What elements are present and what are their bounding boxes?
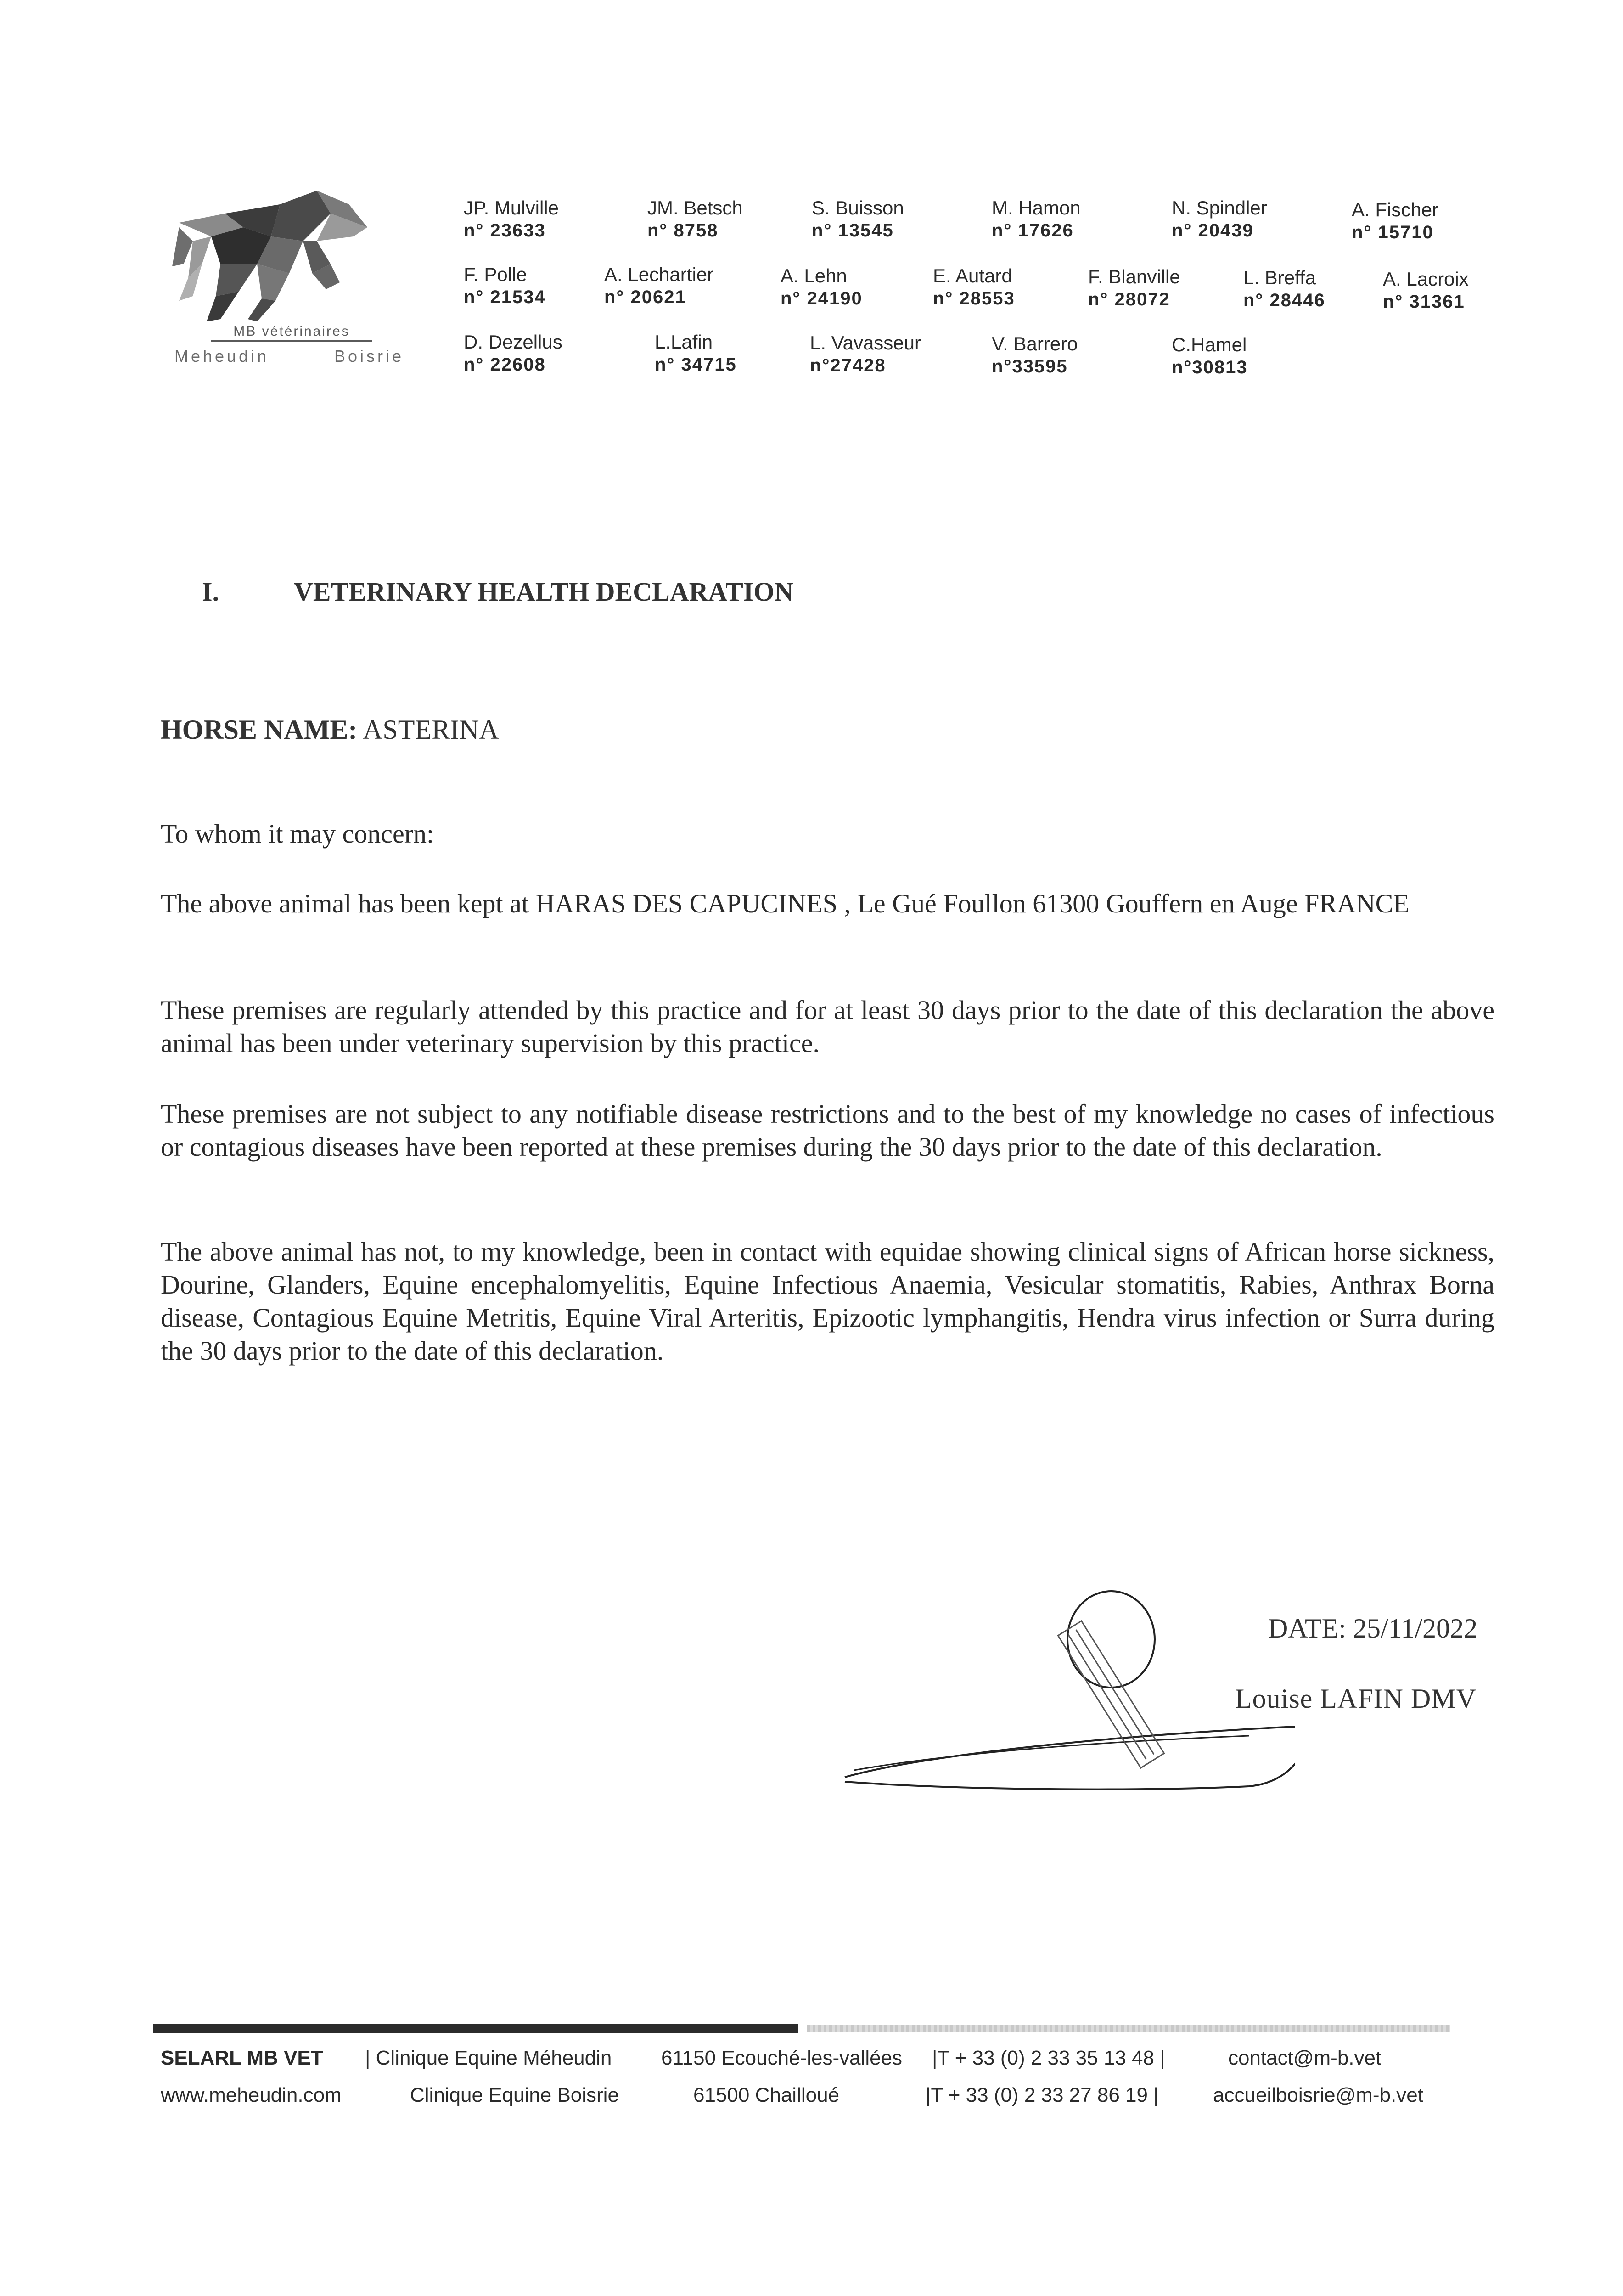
horse-name-value: ASTERINA — [363, 715, 499, 745]
paragraph-premises: The above animal has been kept at HARAS DES CAPUCINES , Le Gué Foullon 61300 Gouffern en Auge FRANCE — [161, 889, 1410, 918]
declaration-date: DATE: 25/11/2022 — [1268, 1613, 1478, 1643]
vet-entry: S. Buisson n° 13545 — [812, 197, 904, 241]
vet-entry: JP. Mulville n° 23633 — [464, 197, 559, 241]
footer-phone-boisrie: |T + 33 (0) 2 33 27 86 19 | — [926, 2084, 1159, 2106]
logo-text-secondary: Meheudin Boisrie — [174, 347, 404, 366]
vet-entry: F. Blanville n° 28072 — [1088, 266, 1180, 310]
section-number: I. — [202, 577, 219, 607]
horse-logo-icon — [165, 186, 413, 324]
footer-clinic-boisrie: Clinique Equine Boisrie — [410, 2084, 619, 2106]
footer-company: SELARL MB VET — [161, 2047, 323, 2069]
paragraph-contact: The above animal has not, to my knowledge, been in contact with equidae showing clinical signs of African horse sickness, Dourine, Glanders, Equine encephalomyelitis, Equine Infectious Anaemia, Vesicular stomatitis, Rabies, Anthrax Borna disease, Contagious Equine Metritis, Equine Viral Arteritis, Epizootic lymphangitis, Hendra virus infection or Surra during the 30 days prior to the date of this declaration. — [161, 1237, 1494, 1366]
vet-entry: L. Breffa n° 28446 — [1243, 267, 1325, 310]
vet-entry: A. Lacroix n° 31361 — [1383, 268, 1469, 312]
vet-entry: L. Vavasseur n°27428 — [810, 332, 921, 376]
footer-rule-dark — [153, 2024, 798, 2033]
footer-rule-light — [807, 2025, 1450, 2032]
practice-logo — [165, 186, 413, 379]
declaration-title — [202, 576, 793, 607]
vet-entry: L.Lafin n° 34715 — [655, 331, 737, 375]
vet-entry: A. Fischer n° 15710 — [1352, 199, 1439, 242]
footer-website[interactable]: www.meheudin.com — [161, 2084, 342, 2106]
footer-email-boisrie[interactable]: accueilboisrie@m-b.vet — [1213, 2084, 1423, 2106]
logo-text-primary: MB vétérinaires — [211, 324, 372, 342]
footer-phone-meheudin: |T + 33 (0) 2 33 35 13 48 | — [932, 2047, 1165, 2069]
vet-entry: F. Polle n° 21534 — [464, 264, 546, 307]
paragraph-attendance: These premises are regularly attended by this practice and for at least 30 days prior to the date of this declaration the above animal has been under veterinary supervision by this practice. — [161, 995, 1494, 1058]
footer-clinic-meheudin: | Clinique Equine Méheudin — [365, 2047, 612, 2069]
title-text: VETERINARY HEALTH DECLARATION — [294, 577, 794, 607]
vet-entry: JM. Betsch n° 8758 — [647, 197, 743, 241]
footer-address-boisrie: 61500 Chailloué — [693, 2084, 840, 2106]
vet-entry: D. Dezellus n° 22608 — [464, 331, 562, 375]
greeting: To whom it may concern: — [161, 819, 434, 849]
paragraph-restrictions: These premises are not subject to any notifiable disease restrictions and to the best of my knowledge no cases of infectious or contagious diseases have been reported at these premises during the 30 days prior to the date of this declaration. — [161, 1099, 1494, 1162]
footer-email-meheudin[interactable]: contact@m-b.vet — [1228, 2047, 1382, 2069]
footer-address-meheudin: 61150 Ecouché-les-vallées — [661, 2047, 903, 2069]
horse-name-label: HORSE NAME: — [161, 715, 358, 745]
vet-entry: E. Autard n° 28553 — [933, 265, 1015, 309]
horse-name-line — [161, 714, 499, 746]
vet-entry: A. Lehn n° 24190 — [781, 265, 863, 309]
vet-entry: M. Hamon n° 17626 — [992, 197, 1081, 241]
signature-stamp-graphic — [836, 1589, 1295, 1805]
signer-name: Louise LAFIN DMV — [1235, 1683, 1477, 1714]
vet-entry: C.Hamel n°30813 — [1172, 334, 1248, 377]
vet-entry: N. Spindler n° 20439 — [1172, 197, 1267, 241]
vet-entry: V. Barrero n°33595 — [992, 333, 1078, 377]
vet-entry: A. Lechartier n° 20621 — [604, 264, 714, 307]
